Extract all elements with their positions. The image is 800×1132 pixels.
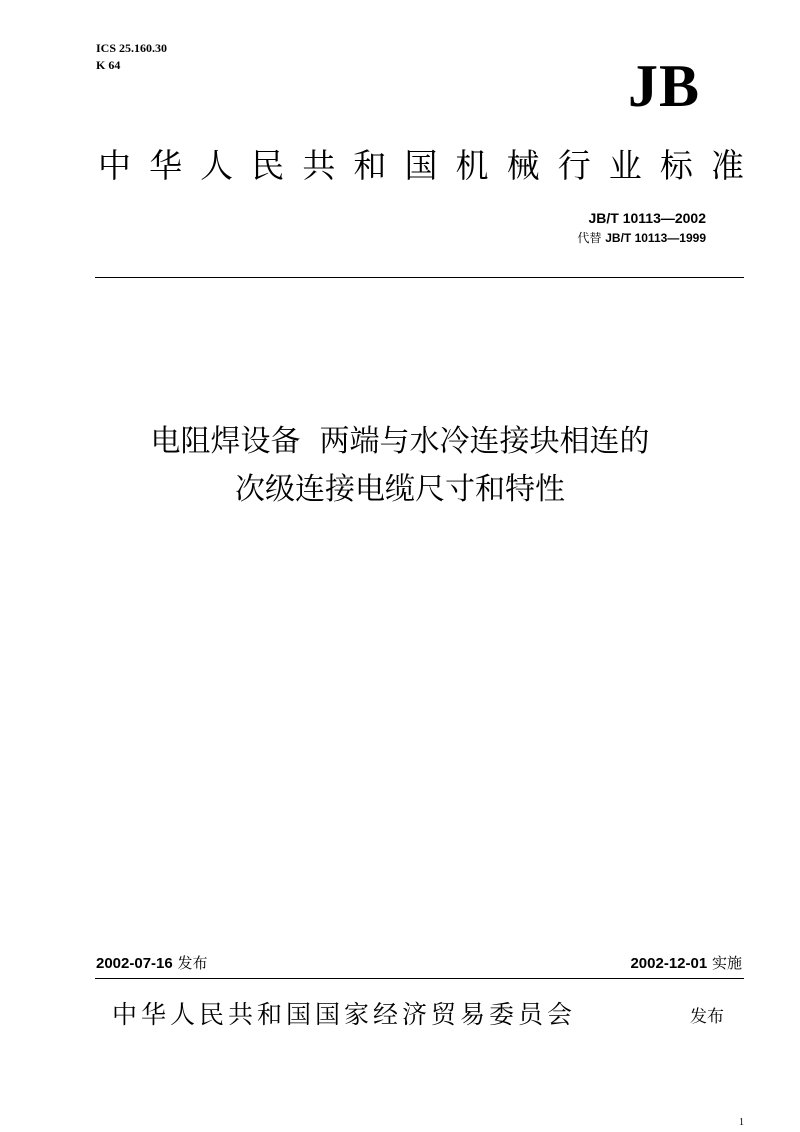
category-char: 业 <box>608 146 642 185</box>
standard-category <box>98 144 744 188</box>
publish-date: 2002-07-16 <box>96 955 173 972</box>
publish-date-line <box>96 952 208 975</box>
category-char: 民 <box>251 146 285 185</box>
category-char: 国 <box>404 146 438 185</box>
category-char: 标 <box>659 146 693 185</box>
publish-label: 发布 <box>177 954 208 972</box>
category-char: 准 <box>710 146 744 185</box>
category-char: 械 <box>506 146 540 185</box>
category-char: 人 <box>200 146 234 185</box>
effective-date-line <box>630 952 742 975</box>
replaces-line <box>577 230 706 246</box>
bottom-divider <box>95 978 744 979</box>
issuer-name: 中华人民共和国国家经济贸易委员会 <box>112 1000 577 1029</box>
jb-logo: JB <box>627 53 700 119</box>
category-char: 中 <box>98 146 131 185</box>
ics-code: ICS 25.160.30 <box>96 41 168 55</box>
page-number: 1 <box>739 1117 744 1128</box>
category-char: 机 <box>455 146 489 185</box>
effective-date: 2002-12-01 <box>630 955 708 972</box>
class-code: K 64 <box>96 58 121 72</box>
classification-codes <box>96 40 167 74</box>
category-char: 和 <box>353 146 387 185</box>
replaces-prefix: 代替 <box>577 231 602 245</box>
issuer-suffix: 发布 <box>690 1007 724 1027</box>
document-title-line2: 次级连接电缆尺寸和特性 <box>235 472 565 507</box>
document-title-line1: 电阻焊设备 两端与水冷连接块相连的 <box>150 424 650 459</box>
effective-label: 实施 <box>711 954 742 972</box>
category-char: 华 <box>149 146 183 185</box>
replaces-code: JB/T 10113—1999 <box>605 231 706 245</box>
category-char: 共 <box>302 146 336 185</box>
standard-code: JB/T 10113—2002 <box>588 210 706 226</box>
category-char: 行 <box>557 146 591 185</box>
top-divider <box>95 277 744 278</box>
